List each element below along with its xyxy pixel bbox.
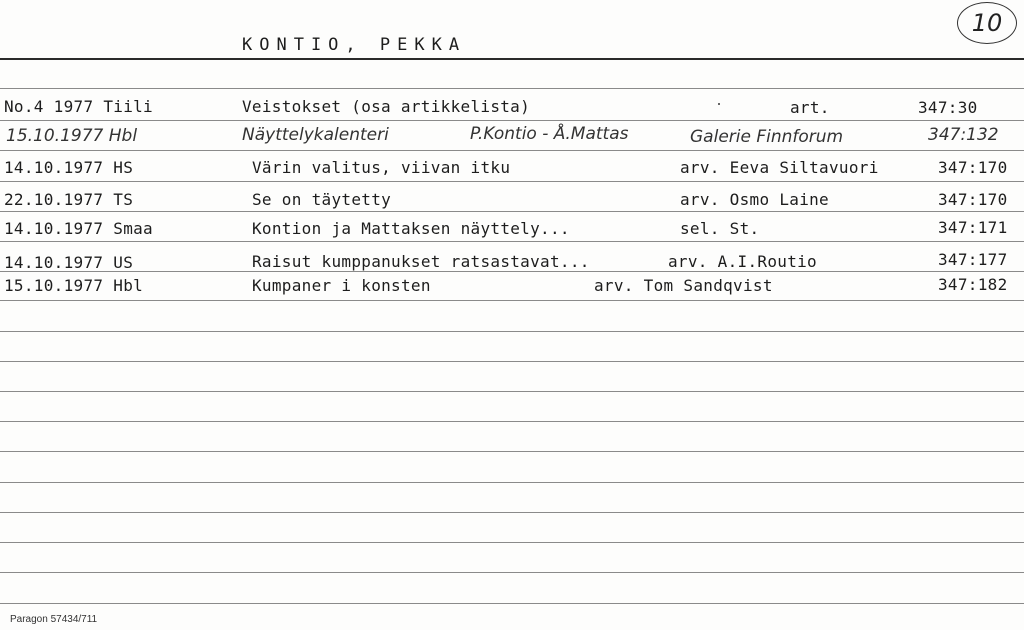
entry-code: 347:177 — [938, 250, 1008, 269]
entry-note: arv. A.I.Routio — [668, 252, 817, 271]
entry-source: 14.10.1977 Smaa — [4, 219, 153, 238]
ruled-line — [0, 572, 1024, 573]
entry-source: 15.10.1977 Hbl — [4, 276, 144, 295]
ruled-line — [0, 542, 1024, 543]
ruled-line — [0, 391, 1024, 392]
entry-title: Kontion ja Mattaksen näyttely... — [252, 219, 570, 238]
entry-code: 347:182 — [938, 275, 1008, 294]
entry-artists-handwritten: P.Kontio - Å.Mattas — [470, 124, 629, 144]
entry-source-handwritten: 15.10.1977 Hbl — [6, 126, 138, 146]
entry-title: Se on täytetty — [252, 190, 392, 209]
entry-code: 347:30 — [918, 98, 978, 117]
ruled-line — [0, 211, 1024, 212]
ruled-line — [0, 88, 1024, 89]
entry-title-handwritten: Näyttelykalenteri — [242, 125, 389, 145]
entry-title: Värin valitus, viivan itku — [252, 158, 511, 177]
entry-source: 14.10.1977 US — [4, 253, 134, 272]
card-form-number: Paragon 57434/711 — [10, 614, 98, 625]
card-title: KONTIO, PEKKA — [242, 35, 467, 55]
entry-note: arv. Tom Sandqvist — [594, 276, 773, 295]
entry-note: arv. Eeva Siltavuori — [680, 158, 879, 177]
entry-note-handwritten: Galerie Finnforum — [690, 127, 844, 147]
entry-code: 347:171 — [938, 218, 1008, 237]
entry-note: art. — [790, 98, 830, 117]
ruled-line — [0, 482, 1024, 483]
entry-note: sel. St. — [680, 219, 760, 238]
ruled-line — [0, 150, 1024, 151]
card-number-circled: 10 — [957, 2, 1017, 44]
ruled-line — [0, 271, 1024, 272]
ruled-line — [0, 603, 1024, 604]
entry-source: No.4 1977 Tiili — [4, 97, 153, 116]
ruled-line — [0, 451, 1024, 452]
ruled-line — [0, 181, 1024, 182]
ruled-line — [0, 512, 1024, 513]
entry-title: Kumpaner i konsten — [252, 276, 431, 295]
typewriter-mark — [718, 103, 720, 105]
ruled-line — [0, 331, 1024, 332]
entry-title: Veistokset (osa artikkelista) — [242, 97, 531, 116]
entry-source: 14.10.1977 HS — [4, 158, 134, 177]
entry-note: arv. Osmo Laine — [680, 190, 829, 209]
ruled-line — [0, 421, 1024, 422]
entry-code: 347:170 — [938, 158, 1008, 177]
header-rule — [0, 58, 1024, 60]
ruled-line — [0, 120, 1024, 121]
ruled-line — [0, 361, 1024, 362]
entry-code: 347:170 — [938, 190, 1008, 209]
entry-code-handwritten: 347:132 — [928, 125, 999, 145]
ruled-line — [0, 241, 1024, 242]
entry-source: 22.10.1977 TS — [4, 190, 134, 209]
entry-title: Raisut kumppanukset ratsastavat... — [252, 252, 590, 271]
ruled-line — [0, 300, 1024, 301]
